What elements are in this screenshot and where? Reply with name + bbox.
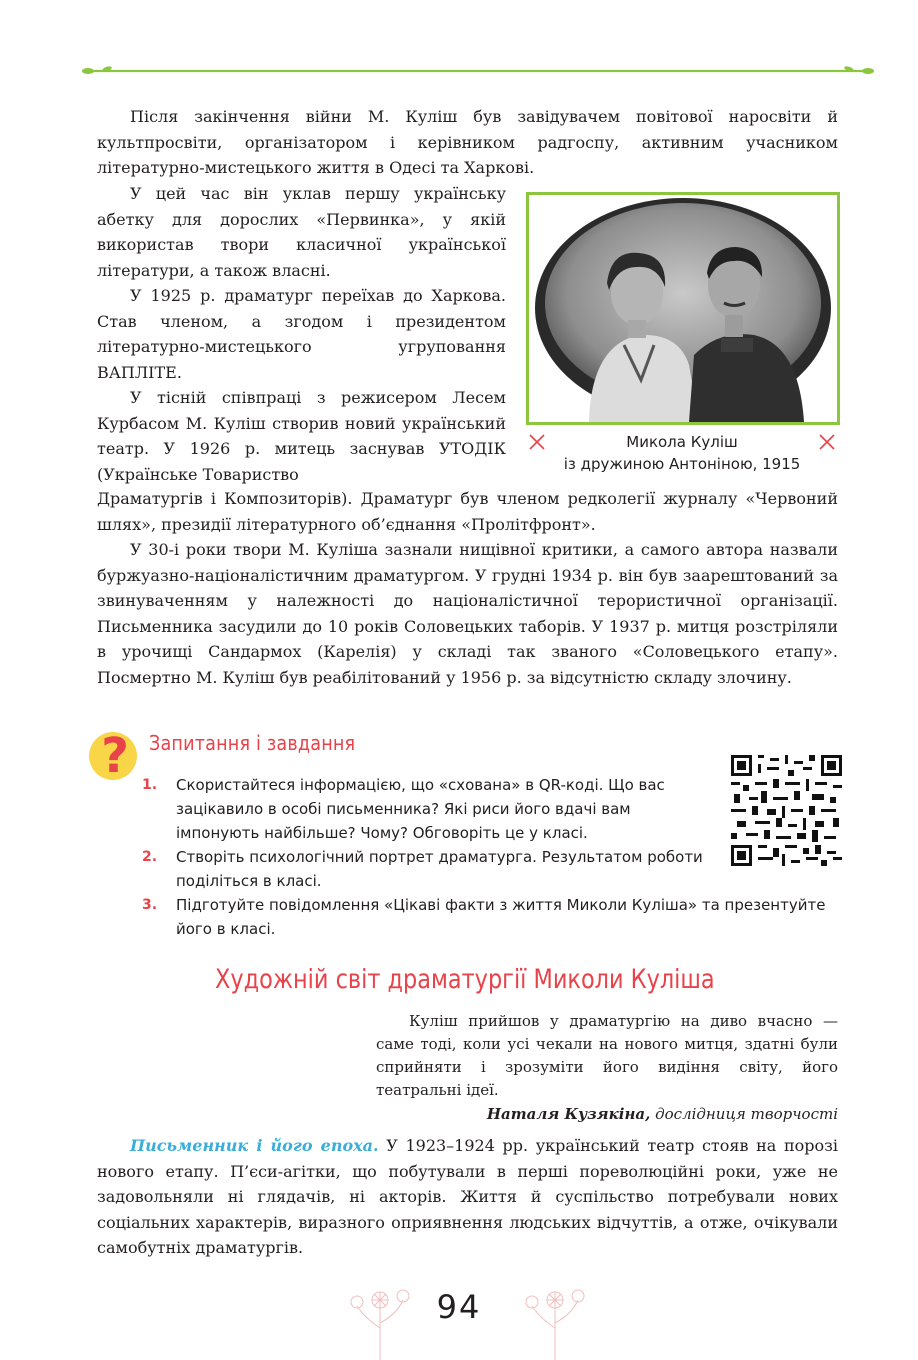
epigraph-author: Наталя Кузякіна,: [486, 1105, 651, 1123]
task-item: [142, 845, 706, 893]
questions-title: Запитання і завдання: [149, 731, 356, 755]
task-text: Підготуйте повідомлення «Цікаві факти з життя Миколи Куліша» та презентуйте його в класі.: [176, 896, 826, 938]
paragraph-war-aftermath: Після закінчення війни М. Куліш був завідувачем повітової наросвіти й культпросвіти, організатором і керівником радгоспу, активним учасником літературно-мистецького життя в Одесі та Харкові.: [97, 107, 838, 177]
portrait-photo: [529, 195, 837, 422]
epigraph-author-role: дослідниця творчості: [655, 1105, 838, 1123]
cross-mark-icon: [818, 433, 836, 451]
task-text: Створіть психологічний портрет драматурга. Результатом роботи поділіться в класі.: [176, 848, 703, 890]
intro-paragraph: [97, 104, 838, 181]
epigraph-quote: Куліш прийшов у драматургію на диво вчасно — саме тоді, коли усі чекали на нового митця, здатні були сприйняти і зрозуміти його видіння світу, його театральні ідеї.: [376, 1012, 838, 1099]
task-number: 2.: [142, 849, 158, 865]
top-decorative-rule: [82, 66, 874, 76]
task-number: 3.: [142, 897, 158, 913]
section-title: Художній світ драматургії Миколи Куліша: [215, 964, 715, 995]
paragraph-utodik-continued: Драматургів і Композиторів). Драматург був членом редколегії журналу «Червоний шлях», президії літературного об’єднання «Пролітфронт».: [97, 489, 838, 534]
task-text: Скористайтеся інформацією, що «схована» в QR-коді. Що вас зацікавило в особі письменника? Які риси його вдачі вам імпонують найбільше? Чому? Обговоріть це у класі.: [176, 776, 665, 842]
task-item: [142, 893, 840, 941]
caption-line-2: із дружиною Антоніною, 1915: [563, 455, 801, 473]
paragraph-kharkiv: У 1925 р. драматург переїхав до Харкова. Став членом, а згодом і президентом літературно-мистецького угруповання ВАПЛІТЕ.: [97, 286, 506, 382]
question-mark-icon: [87, 730, 139, 782]
main-text-continued: [97, 486, 838, 690]
photo-caption: [548, 431, 816, 475]
caption-line-1: Микола Куліш: [626, 433, 738, 451]
page-number: 94: [436, 1288, 482, 1326]
epoch-body: У 1923–1924 рр. український театр стояв на порозі нового етапу. П’єси-агітки, що побутували в перші пореволюційні роки, уже не задовольняли ні глядачів, ні акторів. Життя й суспільство потребували нових соціальних характерів, виразного оприявнення людських відчуттів, а отже, очікували самобутніх драматургів.: [97, 1136, 839, 1257]
epigraph-author-line: [376, 1103, 838, 1126]
left-column-text: [97, 181, 506, 487]
epoch-section: [97, 1133, 838, 1261]
epigraph: [376, 1010, 838, 1126]
svg-text:?: ?: [101, 730, 129, 782]
task-number: 1.: [142, 777, 158, 793]
paragraph-abetka: У цей час він уклав першу українську абетку для дорослих «Первинка», у якій використав твори класичної української літератури, а також власні.: [97, 184, 506, 280]
photo-frame: [526, 192, 840, 425]
cross-mark-icon: [528, 433, 546, 451]
paragraph-kurbas: У тісній співпраці з режисером Лесем Курбасом М. Куліш створив новий український театр. У 1926 р. митець заснував УТОДІК (Українське Товариство: [97, 388, 506, 484]
qr-code[interactable]: [731, 755, 842, 866]
paragraph-repression: У 30-і роки твори М. Куліша зазнали нищівної критики, а самого автора назвали буржуазно-націоналістичним драматургом. У грудні 1934 р. він був заарештований за звинуваченням у належності до націоналістичної терористичної організації. Письменника засудили до 10 років Соловецьких таборів. У 1937 р. митця розстріляли в урочищі Сандармох (Карелія) у складі так званого «Соловецького етапу». Посмертно М. Куліш був реабілітований у 1956 р. за відсутністю складу злочину.: [97, 540, 838, 687]
epoch-paragraph: [97, 1133, 838, 1261]
task-item: [142, 773, 706, 845]
lead-in-heading: Письменник і його епоха.: [130, 1136, 379, 1155]
